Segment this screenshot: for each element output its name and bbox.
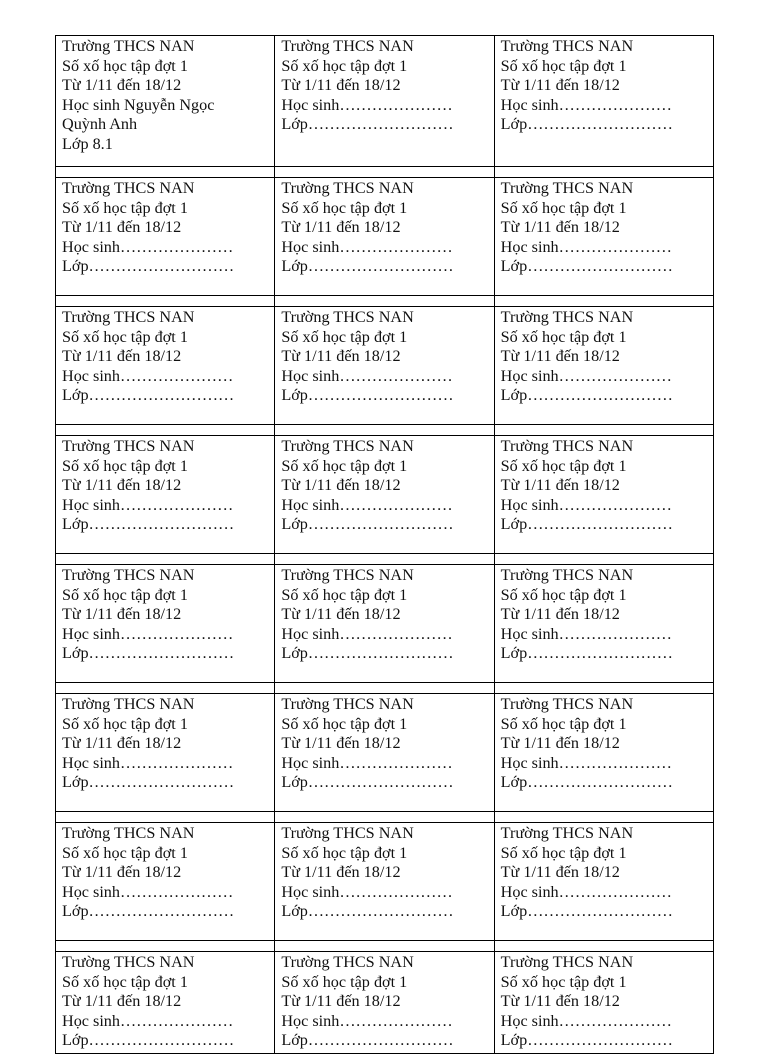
event-name: Số xố học tập đợt 1	[62, 843, 188, 862]
label-cell	[275, 307, 494, 425]
class-name: Lớp………………………	[62, 1031, 235, 1050]
event-name: Số xố học tập đợt 1	[281, 585, 408, 604]
student-name: Học sinh…………………	[281, 366, 453, 385]
class-name: Lớp………………………	[62, 257, 235, 276]
date-range: Từ 1/11 đến 18/12	[500, 734, 620, 753]
school-name: Trường THCS NAN	[500, 566, 634, 584]
event-name: Số xố học tập đợt 1	[281, 714, 408, 733]
date-range: Từ 1/11 đến 18/12	[62, 734, 182, 753]
spacer-row	[56, 812, 714, 823]
date-range: Từ 1/11 đến 18/12	[500, 863, 620, 882]
label-row	[56, 952, 714, 1054]
spacer-cell	[494, 554, 713, 565]
student-name: Học sinh…………………	[62, 366, 234, 385]
class-name: Lớp………………………	[281, 386, 454, 405]
spacer-cell	[56, 554, 275, 565]
student-name: Học sinh…………………	[62, 624, 234, 643]
student-name: Học sinh…………………	[281, 1011, 453, 1030]
event-name: Số xố học tập đợt 1	[500, 327, 627, 346]
date-range: Từ 1/11 đến 18/12	[62, 605, 182, 624]
class-name: Lớp………………………	[500, 115, 673, 134]
class-name: Lớp………………………	[281, 644, 454, 663]
school-name: Trường THCS NAN	[500, 437, 634, 455]
school-name: Trường THCS NAN	[62, 179, 195, 197]
spacer-cell	[56, 941, 275, 952]
date-range: Từ 1/11 đến 18/12	[281, 76, 401, 95]
date-range: Từ 1/11 đến 18/12	[281, 863, 401, 882]
student-name: Học sinh…………………	[500, 753, 672, 772]
class-name: Lớp………………………	[62, 902, 235, 921]
date-range: Từ 1/11 đến 18/12	[281, 347, 401, 366]
school-name: Trường THCS NAN	[281, 824, 414, 842]
label-cell	[56, 565, 275, 683]
school-name: Trường THCS NAN	[62, 953, 195, 971]
student-name: Học sinh…………………	[281, 753, 453, 772]
spacer-cell	[494, 167, 713, 178]
spacer-cell	[494, 941, 713, 952]
label-cell	[494, 565, 713, 683]
date-range: Từ 1/11 đến 18/12	[500, 992, 620, 1011]
label-cell	[56, 36, 275, 167]
label-cell	[275, 952, 494, 1054]
date-range: Từ 1/11 đến 18/12	[500, 605, 620, 624]
spacer-row	[56, 941, 714, 952]
class-name: Lớp………………………	[500, 1031, 673, 1050]
label-cell	[494, 178, 713, 296]
school-name: Trường THCS NAN	[62, 695, 195, 713]
event-name: Số xố học tập đợt 1	[281, 972, 408, 991]
school-name: Trường THCS NAN	[281, 37, 414, 55]
spacer-cell	[56, 683, 275, 694]
label-cell	[56, 952, 275, 1054]
spacer-cell	[56, 296, 275, 307]
school-name: Trường THCS NAN	[500, 37, 634, 55]
date-range: Từ 1/11 đến 18/12	[62, 863, 182, 882]
label-cell	[494, 307, 713, 425]
school-name: Trường THCS NAN	[500, 308, 634, 326]
event-name: Số xố học tập đợt 1	[281, 327, 408, 346]
date-range: Từ 1/11 đến 18/12	[62, 347, 182, 366]
label-cell	[494, 823, 713, 941]
spacer-cell	[275, 683, 494, 694]
date-range: Từ 1/11 đến 18/12	[62, 992, 182, 1011]
label-cell	[56, 307, 275, 425]
label-cell	[494, 436, 713, 554]
event-name: Số xố học tập đợt 1	[500, 843, 627, 862]
student-name: Học sinh…………………	[500, 495, 672, 514]
event-name: Số xố học tập đợt 1	[500, 198, 627, 217]
spacer-cell	[494, 425, 713, 436]
student-name: Học sinh…………………	[500, 882, 672, 901]
event-name: Số xố học tập đợt 1	[62, 327, 188, 346]
event-name: Số xố học tập đợt 1	[500, 714, 627, 733]
event-name: Số xố học tập đợt 1	[62, 456, 188, 475]
school-name: Trường THCS NAN	[500, 824, 634, 842]
class-name: Lớp………………………	[500, 515, 673, 534]
school-name: Trường THCS NAN	[62, 437, 195, 455]
date-range: Từ 1/11 đến 18/12	[62, 218, 182, 237]
event-name: Số xố học tập đợt 1	[281, 843, 408, 862]
date-range: Từ 1/11 đến 18/12	[500, 218, 620, 237]
school-name: Trường THCS NAN	[62, 824, 195, 842]
event-name: Số xố học tập đợt 1	[281, 198, 408, 217]
date-range: Từ 1/11 đến 18/12	[500, 476, 620, 495]
spacer-row	[56, 683, 714, 694]
class-name: Lớp………………………	[500, 773, 673, 792]
label-cell	[494, 952, 713, 1054]
spacer-cell	[275, 296, 494, 307]
event-name: Số xố học tập đợt 1	[62, 198, 188, 217]
spacer-row	[56, 425, 714, 436]
label-cell	[275, 178, 494, 296]
class-name: Lớp………………………	[62, 386, 235, 405]
school-name: Trường THCS NAN	[281, 308, 414, 326]
label-row	[56, 565, 714, 683]
label-row	[56, 823, 714, 941]
label-cell	[275, 565, 494, 683]
student-name: Học sinh…………………	[62, 237, 234, 256]
spacer-cell	[56, 167, 275, 178]
student-name: Học sinh…………………	[500, 1011, 672, 1030]
label-row	[56, 436, 714, 554]
class-name: Lớp………………………	[281, 1031, 454, 1050]
student-name: Học sinh…………………	[281, 95, 453, 114]
spacer-cell	[494, 812, 713, 823]
label-cell	[275, 823, 494, 941]
date-range: Từ 1/11 đến 18/12	[500, 76, 620, 95]
label-cell	[494, 694, 713, 812]
label-cell	[56, 178, 275, 296]
label-cell	[275, 36, 494, 167]
event-name: Số xố học tập đợt 1	[62, 972, 188, 991]
date-range: Từ 1/11 đến 18/12	[281, 476, 401, 495]
school-name: Trường THCS NAN	[281, 953, 414, 971]
class-name: Lớp………………………	[500, 257, 673, 276]
date-range: Từ 1/11 đến 18/12	[62, 76, 182, 95]
spacer-cell	[494, 296, 713, 307]
student-name: Học sinh…………………	[281, 495, 453, 514]
class-name: Lớp………………………	[500, 644, 673, 663]
date-range: Từ 1/11 đến 18/12	[281, 605, 401, 624]
student-name: Học sinh…………………	[62, 753, 234, 772]
spacer-cell	[275, 554, 494, 565]
spacer-cell	[56, 425, 275, 436]
event-name: Số xố học tập đợt 1	[281, 456, 408, 475]
student-name: Học sinh…………………	[62, 495, 234, 514]
class-name: Lớp………………………	[281, 115, 454, 134]
event-name: Số xố học tập đợt 1	[500, 56, 627, 75]
class-name: Lớp………………………	[500, 386, 673, 405]
label-row	[56, 694, 714, 812]
label-cell	[275, 694, 494, 812]
date-range: Từ 1/11 đến 18/12	[62, 476, 182, 495]
student-name: Học sinh…………………	[62, 882, 234, 901]
spacer-cell	[275, 812, 494, 823]
student-name: Học sinh…………………	[62, 1011, 234, 1030]
class-name: Lớp………………………	[281, 257, 454, 276]
class-name: Lớp………………………	[62, 773, 235, 792]
label-cell	[56, 694, 275, 812]
label-cell	[56, 823, 275, 941]
date-range: Từ 1/11 đến 18/12	[500, 347, 620, 366]
student-name: Học sinh…………………	[500, 624, 672, 643]
spacer-row	[56, 296, 714, 307]
spacer-row	[56, 554, 714, 565]
date-range: Từ 1/11 đến 18/12	[281, 734, 401, 753]
school-name: Trường THCS NAN	[62, 566, 195, 584]
event-name: Số xố học tập đợt 1	[62, 585, 188, 604]
school-name: Trường THCS NAN	[62, 308, 195, 326]
class-name: Lớp………………………	[500, 902, 673, 921]
spacer-cell	[275, 941, 494, 952]
class-name: Lớp………………………	[62, 515, 235, 534]
student-name: Học sinh…………………	[500, 237, 672, 256]
school-name: Trường THCS NAN	[281, 179, 414, 197]
class-name: Lớp………………………	[281, 773, 454, 792]
spacer-cell	[56, 812, 275, 823]
spacer-cell	[494, 683, 713, 694]
label-cell	[275, 436, 494, 554]
spacer-row	[56, 167, 714, 178]
school-name: Trường THCS NAN	[500, 953, 634, 971]
class-name: Lớp………………………	[62, 644, 235, 663]
class-name: Lớp 8.1	[62, 134, 113, 153]
class-name: Lớp………………………	[281, 902, 454, 921]
label-row	[56, 307, 714, 425]
school-name: Trường THCS NAN	[281, 437, 414, 455]
label-cell	[56, 436, 275, 554]
school-name: Trường THCS NAN	[500, 179, 634, 197]
student-name: Học sinh…………………	[281, 882, 453, 901]
school-name: Trường THCS NAN	[62, 37, 195, 55]
student-name: Học sinh…………………	[281, 624, 453, 643]
school-name: Trường THCS NAN	[500, 695, 634, 713]
label-cell	[494, 36, 713, 167]
label-grid	[55, 35, 714, 1054]
date-range: Từ 1/11 đến 18/12	[281, 992, 401, 1011]
event-name: Số xố học tập đợt 1	[500, 585, 627, 604]
student-name: Học sinh…………………	[500, 95, 672, 114]
school-name: Trường THCS NAN	[281, 566, 414, 584]
event-name: Số xố học tập đợt 1	[281, 56, 408, 75]
event-name: Số xố học tập đợt 1	[62, 714, 188, 733]
date-range: Từ 1/11 đến 18/12	[281, 218, 401, 237]
label-row	[56, 178, 714, 296]
spacer-cell	[275, 167, 494, 178]
school-name: Trường THCS NAN	[281, 695, 414, 713]
label-row	[56, 36, 714, 167]
class-name: Lớp………………………	[281, 515, 454, 534]
student-name: Học sinh…………………	[500, 366, 672, 385]
event-name: Số xố học tập đợt 1	[500, 972, 627, 991]
spacer-cell	[275, 425, 494, 436]
student-name: Học sinh Nguyễn Ngọc Quỳnh Anh	[62, 95, 215, 134]
student-name: Học sinh…………………	[281, 237, 453, 256]
event-name: Số xố học tập đợt 1	[62, 56, 188, 75]
label-sheet	[55, 35, 714, 1050]
event-name: Số xố học tập đợt 1	[500, 456, 627, 475]
